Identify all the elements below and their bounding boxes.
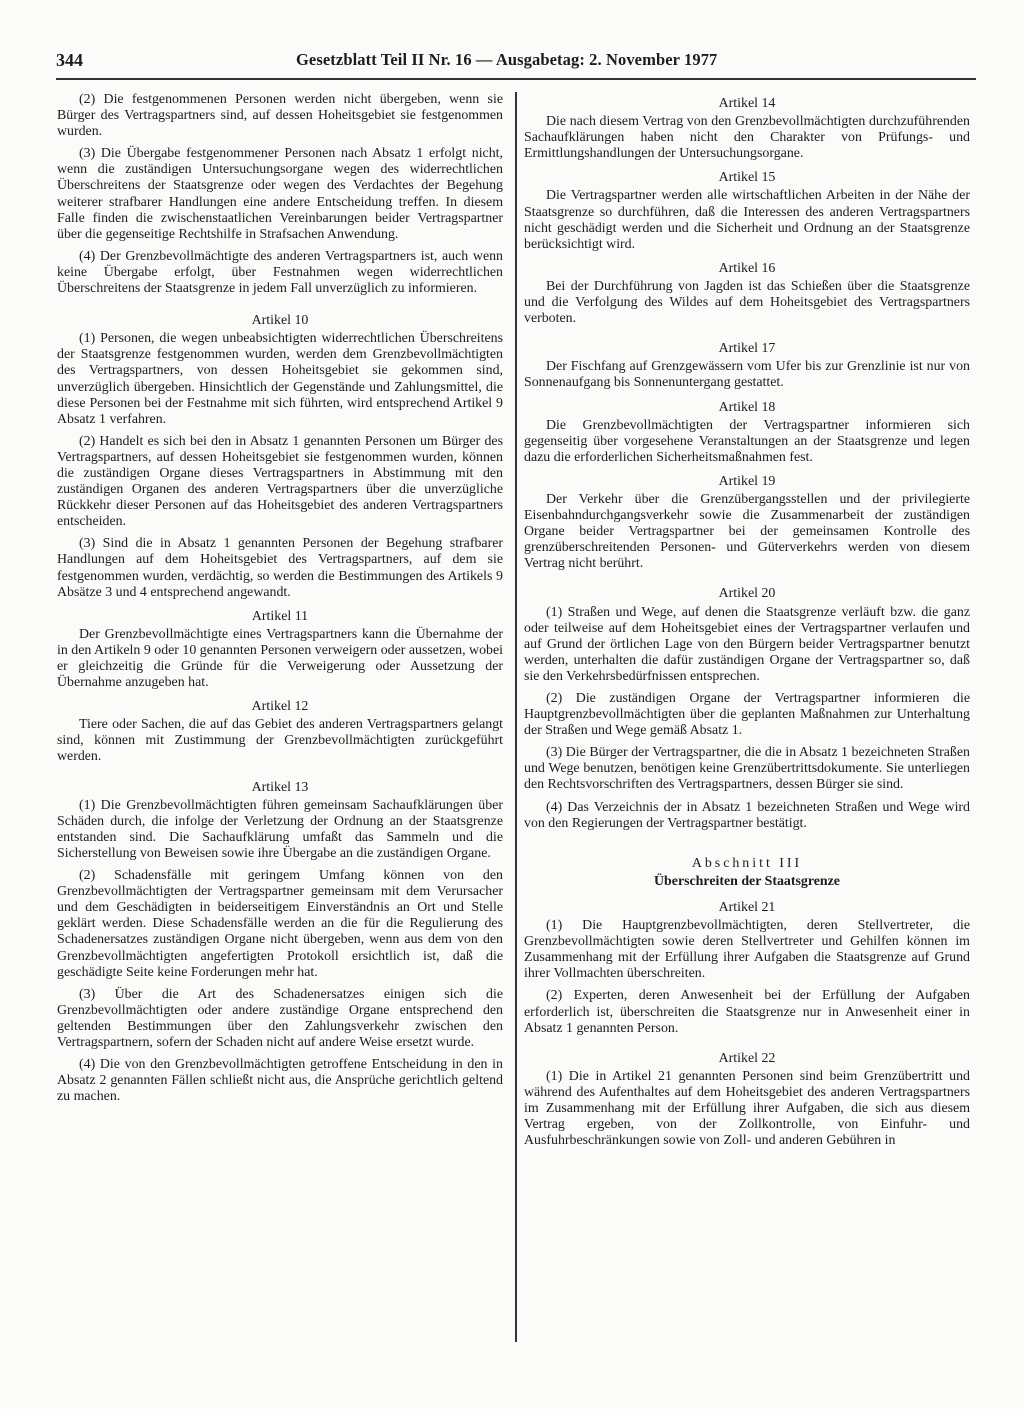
section-subtitle: Überschreiten der Staatsgrenze <box>654 873 840 889</box>
article-heading: Artikel 17 <box>718 341 776 357</box>
article-heading: Artikel 13 <box>251 779 309 795</box>
article-heading: Artikel 14 <box>718 96 776 111</box>
paragraph: (3) Die Bürger der Vertragspartner, die die in Absatz 1 bezeichneten Straßen und Wege benutzen, benötigen keine Grenzübertrittsdokumente. Sie unterliegen den Rechtsvorschriften des Vertragspartners, dessen Bürger sie sind. <box>524 745 970 793</box>
article-heading: Artikel 10 <box>251 313 309 329</box>
paragraph: (2) Die festgenommenen Personen werden nicht übergeben, wenn sie Bürger des Vertragspartners sind, auf dessen Hoheitsgebiet sie festgenommen wurden. <box>57 92 503 140</box>
article-heading: Artikel 20 <box>718 586 776 602</box>
paragraph: Die Vertragspartner werden alle wirtschaftlichen Arbeiten in der Nähe der Staatsgrenze so durchführen, daß die Interessen des anderen Vertragspartners nicht geschädigt werden und die Sicherheit und Ordnung an der Staatsgrenze berücksichtigt wird. <box>524 188 970 252</box>
paragraph: (1) Straßen und Wege, auf denen die Staatsgrenze verläuft bzw. die ganz oder teilweise auf dem Hoheitsgebiet eines der Vertragspartner verlaufen und auf Grund der örtlichen Lage von den Bürgern beider Vertragspartner benutzt werden, unterhalten die dafür zuständigen Organe der Vertragspartner so, daß sie den Verkehrsbedürfnissen entsprechen. <box>524 604 970 684</box>
article-heading: Artikel 15 <box>718 170 776 186</box>
paragraph: Der Grenzbevollmächtigte eines Vertragspartners kann die Übernahme der in den Artikeln 9 oder 10 genannten Personen verweigern oder aussetzen, wobei er gleichzeitig die Gründe für die Verweigerung oder Aussetzung der Übernahme anzugeben hat. <box>57 626 503 691</box>
paragraph: (4) Die von den Grenzbevollmächtigten getroffene Entscheidung in den in Absatz 2 genannten Fällen schließt nicht aus, die Ansprüche gerichtlich geltend zu machen. <box>57 1057 503 1105</box>
paragraph: Die Grenzbevollmächtigten der Vertragspartner informieren sich gegenseitig über vorgesehene Veranstaltungen an der Staatsgrenze und legen dazu die erforderlichen Sicherheitsmaßnahmen fest. <box>524 417 970 465</box>
paragraph: Der Verkehr über die Grenzübergangsstellen und der privilegierte Eisenbahndurchgangsverkehr sowie die Zusammenarbeit der zuständigen Organe beider Vertragspartner bei der gemeinsamen Kontrolle des grenzüberschreitenden Personen- und Güterverkehrs werden von diesem Vertrag nicht berührt. <box>524 491 970 572</box>
paragraph: Tiere oder Sachen, die auf das Gebiet des anderen Vertragspartners gelangt sind, können mit Zustimmung der Grenzbevollmächtigten zurückgeführt werden. <box>57 717 503 765</box>
page-header <box>56 50 976 74</box>
paragraph: (1) Die Hauptgrenzbevollmächtigten, deren Stellvertreter, die Grenzbevollmächtigten sowie deren Stellvertreter und Gehilfen können im Zusammenhang mit der Erfüllung ihrer Aufgaben die Staatsgrenze auf Grund ihrer Vollmachten überschreiten. <box>524 918 970 982</box>
right-column <box>524 92 970 1352</box>
article-heading: Artikel 21 <box>718 899 776 915</box>
paragraph: (3) Über die Art des Schadenersatzes einigen sich die Grenzbevollmächtigten oder andere zuständige Organe entsprechend den geltenden Bestimmungen über den Zahlungsverkehr zwischen den Vertragspartnern, sofern der Schaden nicht auf andere Weise ersetzt wurde. <box>57 986 503 1050</box>
paragraph: (4) Der Grenzbevollmächtigte des anderen Vertragspartners ist, auch wenn keine Übergabe erfolgt, über Festnahmen wegen widerrechtlichen Überschreitens der Staatsgrenze in jedem Fall unverzüglich zu informieren. <box>57 248 503 297</box>
paragraph: (3) Die Übergabe festgenommener Personen nach Absatz 1 erfolgt nicht, wenn die zuständigen Untersuchungsorgane wegen des widerrechtlichen Überschreitens der Staatsgrenze oder wegen des Verdachtes der Begehung weiterer strafbarer Handlungen eine andere Entscheidung treffen. In diesem Falle finden die zwischenstaatlichen Vereinbarungen beider Vertragspartner über die gegenseitige Rechtshilfe in Strafsachen Anwendung. <box>57 146 503 242</box>
paragraph: (2) Die zuständigen Organe der Vertragspartner informieren die Hauptgrenzbevollmächtigten über die geplanten Maßnahmen zur Unterhaltung der Straßen und Wege gemäß Absatz 1. <box>524 691 970 739</box>
paragraph: Die nach diesem Vertrag von den Grenzbevollmächtigten durchzuführenden Sachaufklärungen haben nicht den Charakter von Prüfungs- und Ermittlungshandlungen der Untersuchungsorgane. <box>524 114 970 162</box>
article-heading: Artikel 12 <box>251 699 309 715</box>
column-divider <box>515 92 517 1342</box>
paragraph: (2) Schadensfälle mit geringem Umfang können von den Grenzbevollmächtigten der Vertragspartner gemeinsam mit dem Verursacher und dem Geschädigten in beiderseitigem Einverständnis an Ort und Stelle geklärt werden. Diese Schadensfälle werden an die für die Regulierung des Schadenersatzes zuständigen Organe nicht übergeben, wenn aus dem von den Grenzbevollmächtigten angefertigten Protokoll ersichtlich ist, daß die geschädigte Seite keine Forderungen mehr hat. <box>57 868 503 980</box>
article-heading: Artikel 19 <box>718 473 776 489</box>
article-heading: Artikel 16 <box>718 260 776 276</box>
paragraph: (3) Sind die in Absatz 1 genannten Personen der Begehung strafbarer Handlungen auf dem Hoheitsgebiet des Vertragspartners, auf dem sie festgenommen wurden, verdächtig, so werden die Bestimmungen des Artikels 9 Absätze 3 und 4 entsprechend angewandt. <box>57 536 503 600</box>
header-rule <box>56 78 976 80</box>
article-heading: Artikel 22 <box>718 1050 776 1066</box>
paragraph: (1) Die in Artikel 21 genannten Personen sind beim Grenzübertritt und während des Aufenthaltes auf dem Hoheitsgebiet des anderen Vertragspartners im Zusammenhang mit der Erfüllung ihrer Aufgaben, die sich aus diesem Vertrag ergeben, von der Zollkontrolle, von Einfuhr- und Ausfuhrbeschränkungen sowie von Zoll- und anderen Gebühren in <box>524 1068 970 1149</box>
paragraph: (1) Personen, die wegen unbeabsichtigten widerrechtlichen Überschreitens der Staatsgrenze festgenommen wurden, werden dem Grenzbevollmächtigten des Vertragspartners, von dessen Hoheitsgebiet sie gekommen sind, unverzüglich übergeben. Hinsichtlich der Gegenstände und Zahlungsmittel, die diese Personen bei der Festnahme mit sich führten, wird entsprechend Artikel 9 Absatz 1 verfahren. <box>57 331 503 427</box>
page-number: 344 <box>56 50 83 70</box>
paragraph: (4) Das Verzeichnis der in Absatz 1 bezeichneten Straßen und Wege wird von den Regierungen der Vertragspartner bestätigt. <box>524 799 970 831</box>
paragraph: Der Fischfang auf Grenzgewässern vom Ufer bis zur Grenzlinie ist nur von Sonnenaufgang bis Sonnenuntergang gestattet. <box>524 359 970 391</box>
left-column <box>57 92 503 1352</box>
paragraph: (2) Handelt es sich bei den in Absatz 1 genannten Personen um Bürger des Vertragspartners, auf dessen Hoheitsgebiet sie festgenommen wurden, können die zuständigen Organe dieses Vertragspartners in Abstimmung mit den zuständigen Organen des anderen Vertragspartners über die unverzügliche Rückkehr dieser Personen auf das Hoheitsgebiet des anderen Vertragspartners entscheiden. <box>57 433 503 530</box>
article-heading: Artikel 18 <box>718 399 776 415</box>
running-head: Gesetzblatt Teil II Nr. 16 — Ausgabetag: 2. November 1977 <box>296 50 718 69</box>
paragraph: (1) Die Grenzbevollmächtigten führen gemeinsam Sachaufklärungen über Schäden durch, die infolge der Verletzung der Ordnung an der Staatsgrenze entstanden sind. Die Sachaufklärung umfaßt das Sammeln und die Sicherstellung von Beweisen sowie ihre Übergabe an die zuständigen Organe. <box>57 797 503 861</box>
paragraph: Bei der Durchführung von Jagden ist das Schießen über die Staatsgrenze und die Verfolgung des Wildes auf dem Hoheitsgebiet des Vertragspartners verboten. <box>524 278 970 327</box>
paragraph: (2) Experten, deren Anwesenheit bei der Erfüllung der Aufgaben erforderlich ist, überschreiten die Staatsgrenze nur in Anwesenheit einer in Absatz 1 genannten Person. <box>524 988 970 1036</box>
article-heading: Artikel 11 <box>251 608 309 624</box>
section-heading: Abschnitt III <box>691 855 803 871</box>
